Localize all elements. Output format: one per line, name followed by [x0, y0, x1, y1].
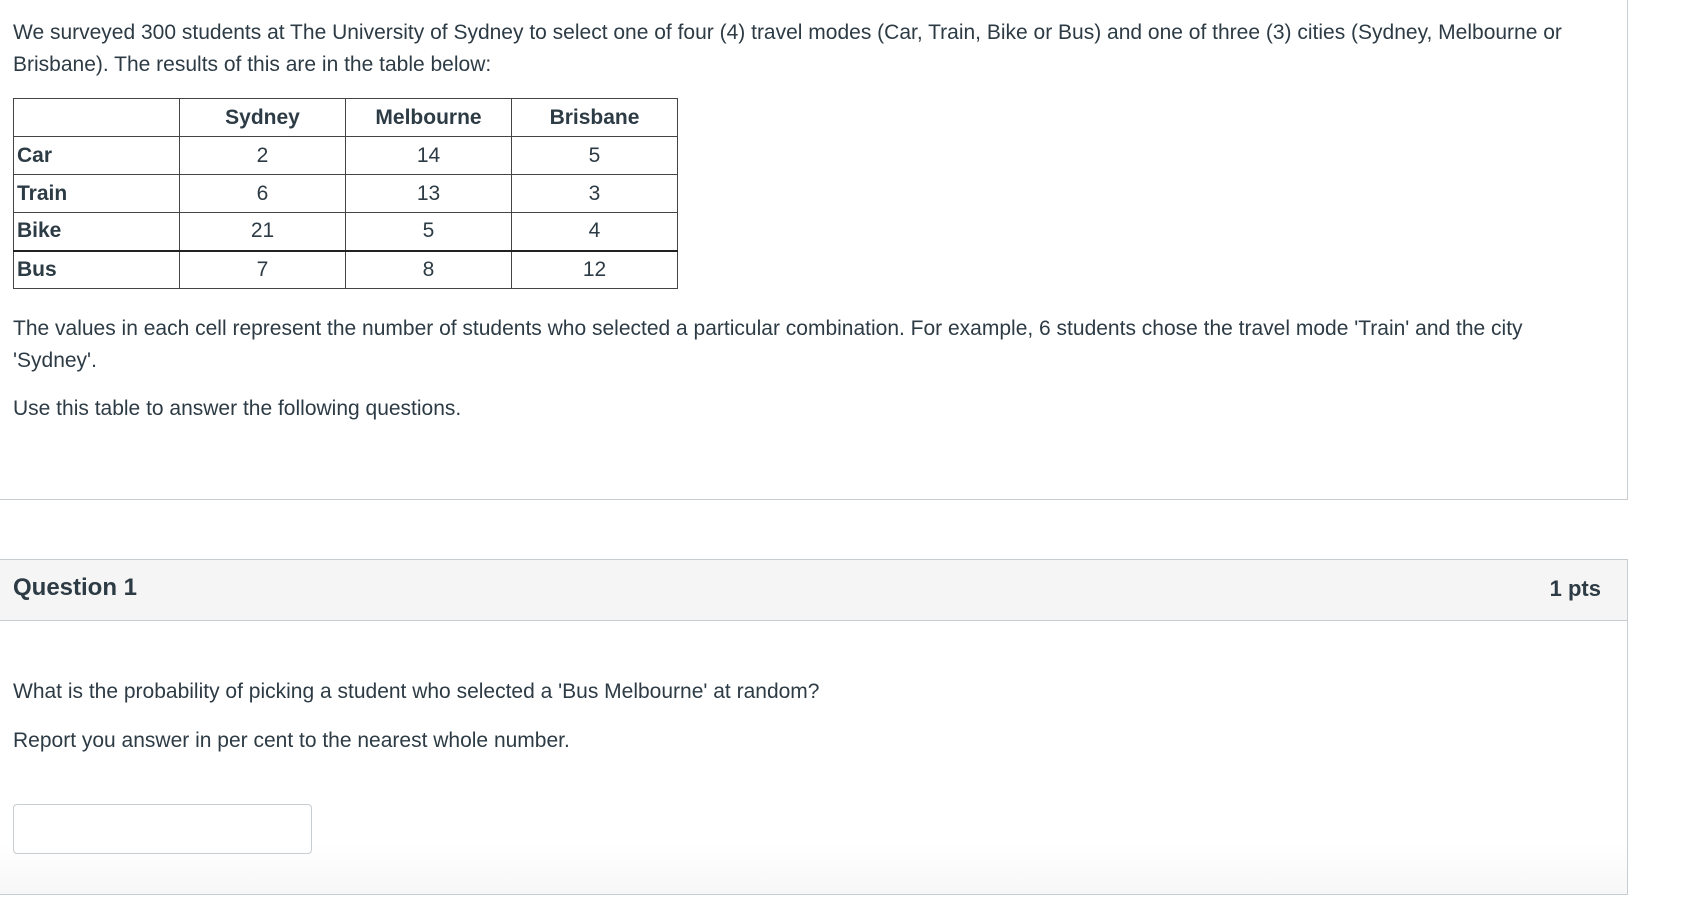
stimulus-note: The values in each cell represent the number of students who selected a particular combination. For example, 6 students chose the travel mode 'Train' and the city 'Sydney'. [13, 317, 1523, 372]
question-text: What is the probability of picking a student who selected a 'Bus Melbourne' at random? [13, 680, 820, 703]
table-header-row [14, 99, 678, 137]
question-panel [0, 559, 1628, 895]
question-points: 1 pts [1549, 576, 1601, 601]
table-row [14, 213, 678, 251]
column-header-brisbane: Brisbane [512, 99, 678, 137]
table-corner-cell [14, 99, 180, 137]
table-cell: 6 [180, 175, 346, 213]
column-header-sydney: Sydney [180, 99, 346, 137]
row-header-car: Car [14, 137, 180, 175]
table-row [14, 251, 678, 289]
survey-table [13, 98, 678, 289]
table-cell: 5 [512, 137, 678, 175]
question-instruction: Report you answer in per cent to the nearest whole number. [13, 729, 570, 752]
row-header-bike: Bike [14, 213, 180, 251]
question-title: Question 1 [13, 574, 138, 601]
table-cell: 8 [346, 251, 512, 289]
column-header-melbourne: Melbourne [346, 99, 512, 137]
stimulus-intro: We surveyed 300 students at The University of Sydney to select one of four (4) travel modes (Car, Train, Bike or Bus) and one of three (3) cities (Sydney, Melbourne or Brisbane). The results of this are in the table below: [13, 21, 1562, 76]
table-row [14, 175, 678, 213]
table-cell: 5 [346, 213, 512, 251]
stimulus-instruction: Use this table to answer the following questions. [13, 397, 462, 420]
table-cell: 2 [180, 137, 346, 175]
answer-input[interactable] [13, 804, 312, 854]
row-header-bus: Bus [14, 251, 180, 289]
table-cell: 14 [346, 137, 512, 175]
table-cell: 7 [180, 251, 346, 289]
table-cell: 12 [512, 251, 678, 289]
table-cell: 21 [180, 213, 346, 251]
table-cell: 4 [512, 213, 678, 251]
question-header [0, 560, 1627, 621]
table-row [14, 137, 678, 175]
table-cell: 13 [346, 175, 512, 213]
table-cell: 3 [512, 175, 678, 213]
row-header-train: Train [14, 175, 180, 213]
